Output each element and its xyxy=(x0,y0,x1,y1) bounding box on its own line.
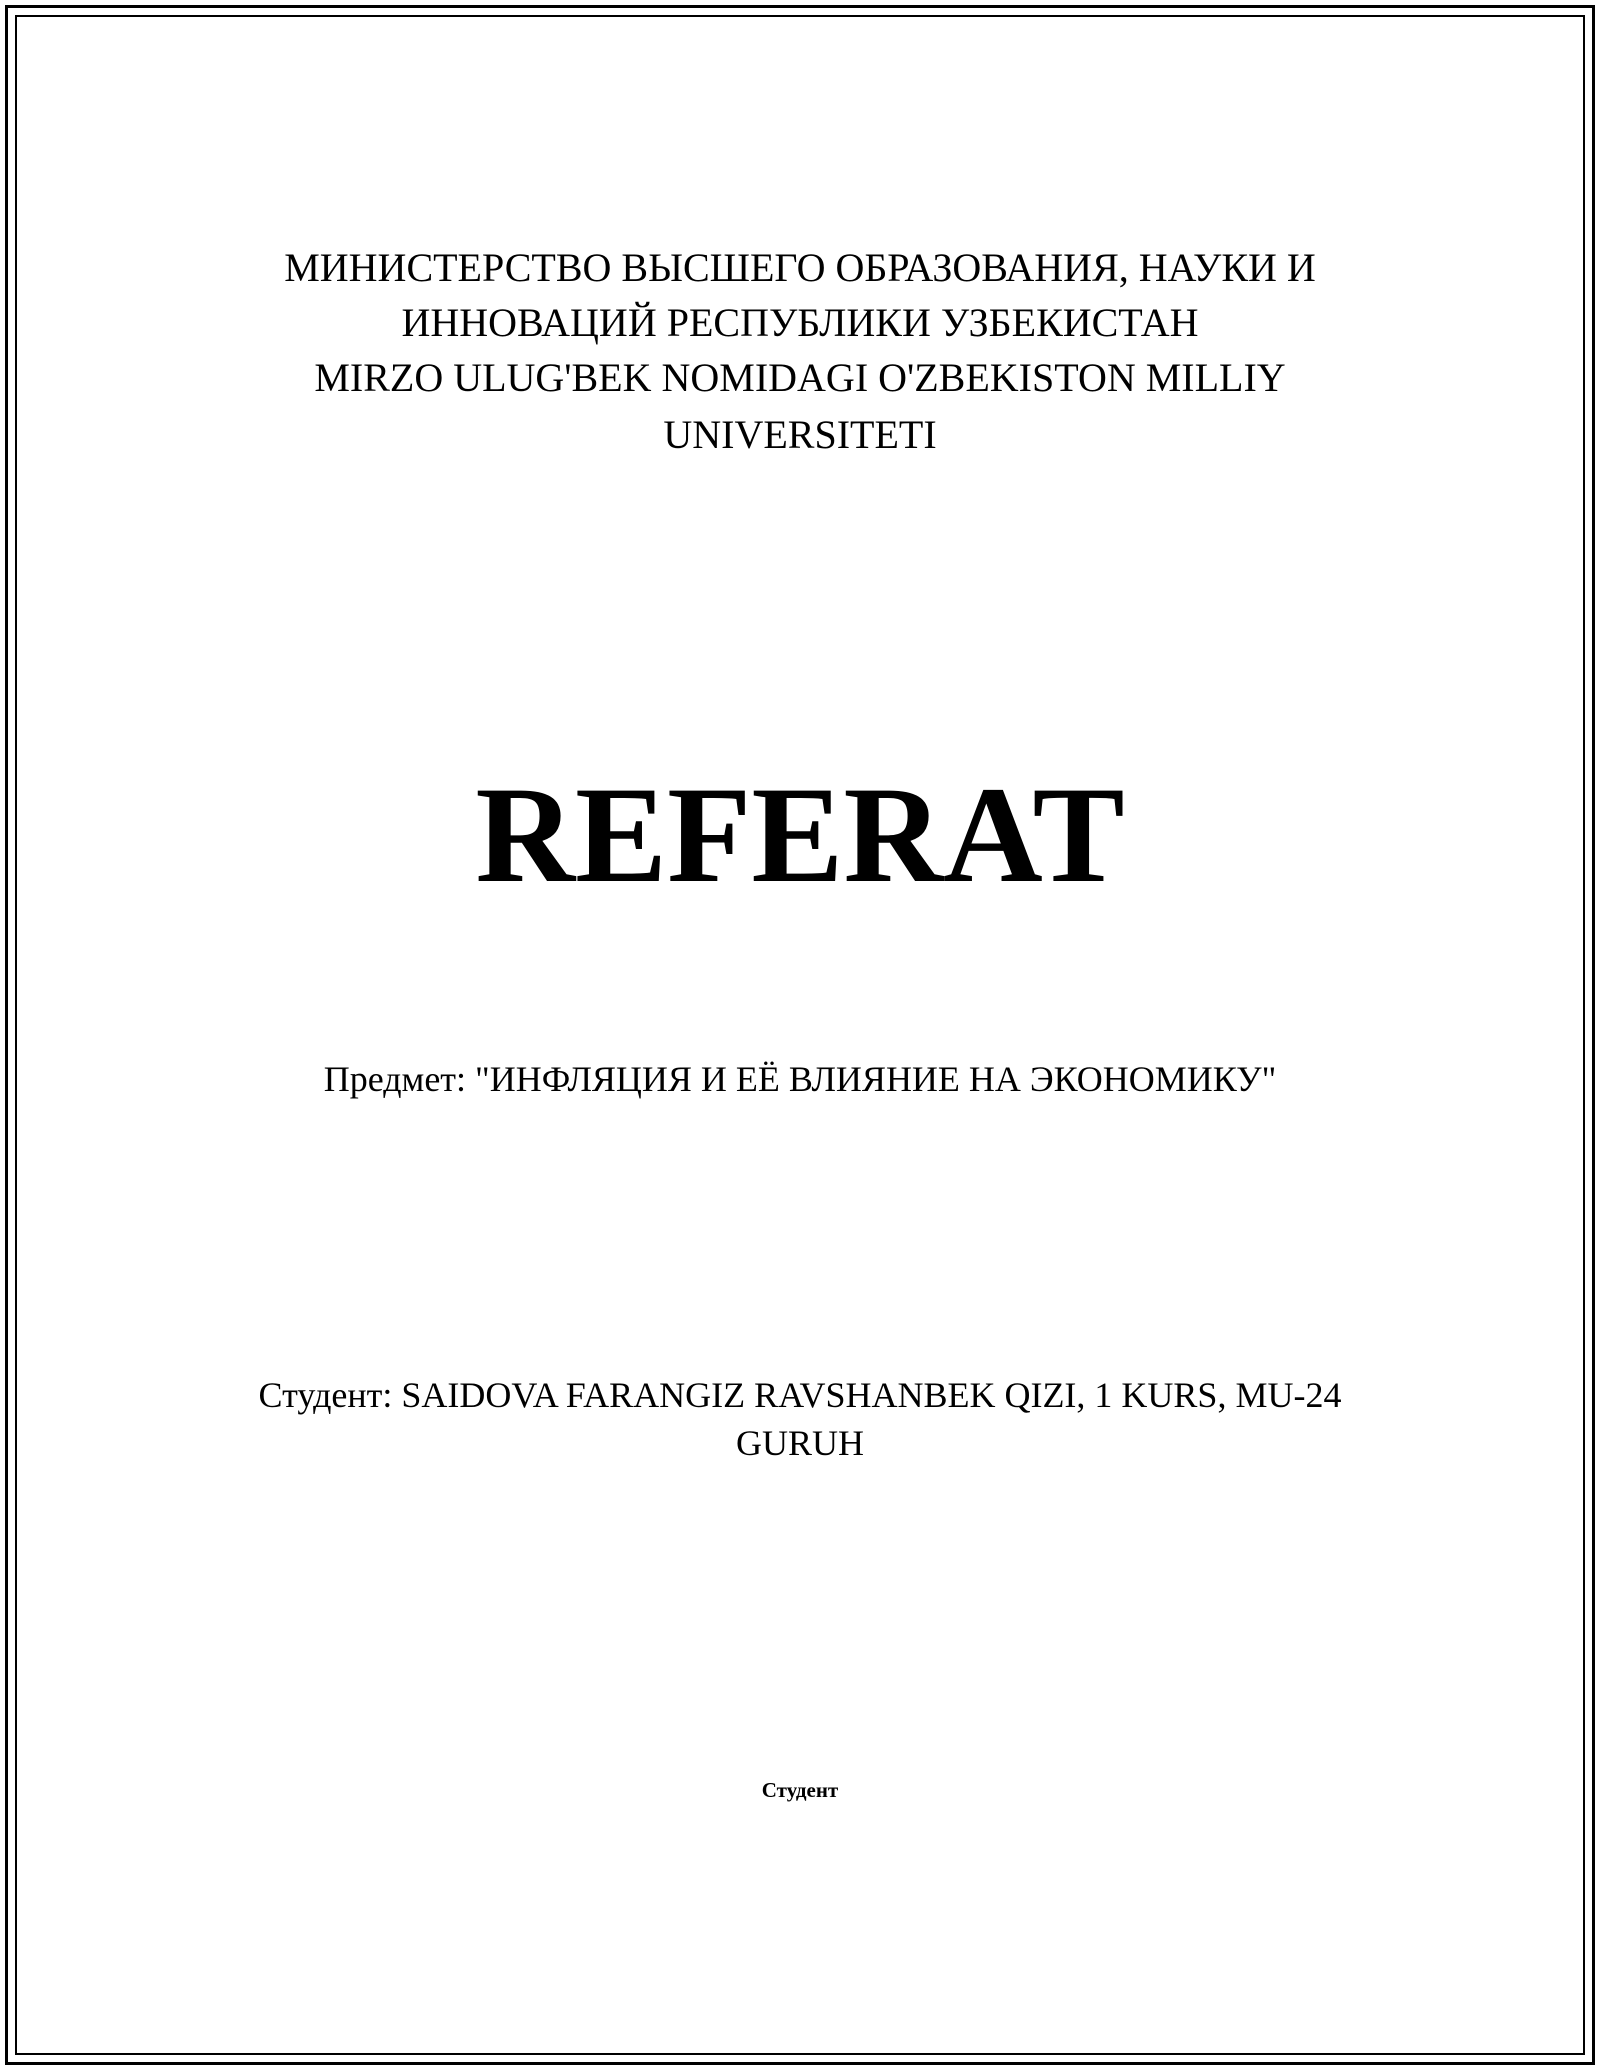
footer-student-label: Студент xyxy=(761,1778,839,1802)
student-line-2: GURUH xyxy=(735,1423,864,1463)
ministry-line-1: МИНИСТЕРСТВО ВЫСШЕГО ОБРАЗОВАНИЯ, НАУКИ И xyxy=(284,245,1316,290)
subject-line: Предмет: "ИНФЛЯЦИЯ И ЕЁ ВЛИЯНИЕ НА ЭКОНОМИКУ" xyxy=(323,1059,1277,1099)
document-title: REFERAT xyxy=(475,758,1125,911)
ministry-line-2: ИННОВАЦИЙ РЕСПУБЛИКИ УЗБЕКИСТАН xyxy=(401,300,1199,345)
university-line-2: UNIVERSITETI xyxy=(663,412,937,457)
university-line-1: MIRZO ULUG'BEK NOMIDAGI O'ZBEKISTON MILLIY xyxy=(314,355,1286,400)
student-line-1: Студент: SAIDOVA FARANGIZ RAVSHANBEK QIZI, 1 KURS, MU-24 xyxy=(258,1375,1342,1415)
